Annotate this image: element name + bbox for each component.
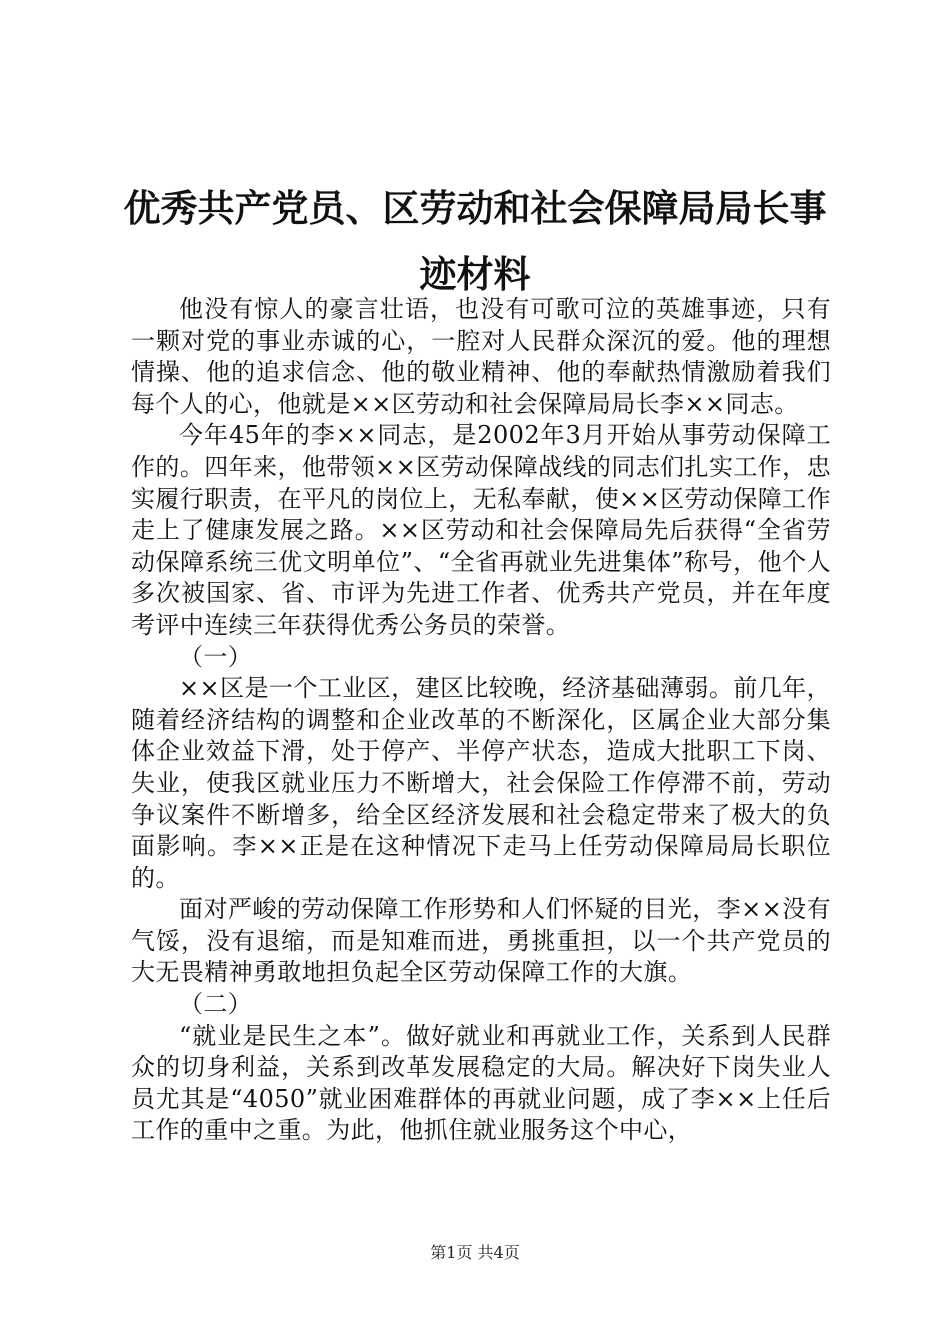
paragraph-district-situation: ××区是一个工业区，建区比较晚，经济基础薄弱。前几年，随着经济结构的调整和企业改革的不断深化，区属企业大部分集体企业效益下滑，处于停产、半停产状态，造成大批职工下岗、失业，使我区就业压力不断增大，社会保险工作停滞不前，劳动争议案件不断增多，给全区经济发展和社会稳定带来了极大的负面影响。李××正是在这种情况下走马上任劳动保障局局长职位的。 <box>131 674 831 892</box>
paragraph-intro: 他没有惊人的豪言壮语，也没有可歌可泣的英雄事迹，只有一颗对党的事业赤诚的心，一腔对人民群众深沉的爱。他的理想情操、他的追求信念、他的敬业精神、他的奉献热情激励着我们每个人的心，他就是××区劳动和社会保障局局长李××同志。 <box>131 295 831 418</box>
section-heading-1: （一） <box>179 642 253 671</box>
paragraph-employment: “就业是民生之本”。做好就业和再就业工作，关系到人民群众的切身利益，关系到改革发展稳定的大局。解决好下岗失业人员尤其是“4050”就业困难群体的再就业问题，成了李××上任后工作的重中之重。为此，他抓住就业服务这个中心， <box>131 1021 831 1145</box>
section-heading-2: （二） <box>179 990 253 1019</box>
document-title: 优秀共产党员、区劳动和社会保障局局长事迹材料 <box>123 187 827 296</box>
document-body <box>131 294 831 1147</box>
page-footer: 第1页 共4页 <box>430 1243 520 1262</box>
paragraph-facing-challenges: 面对严峻的劳动保障工作形势和人们怀疑的目光，李××没有气馁，没有退缩，而是知难而进，勇挑重担，以一个共产党员的大无畏精神勇敢地担负起全区劳动保障工作的大旗。 <box>131 895 831 987</box>
paragraph-background: 今年45年的李××同志，是2002年3月开始从事劳动保障工作的。四年来，他带领××区劳动保障战线的同志们扎实工作，忠实履行职责，在平凡的岗位上，无私奉献，使××区劳动保障工作走上了健康发展之路。××区劳动和社会保障局先后获得“全省劳动保障系统三优文明单位”、“全省再就业先进集体”称号，他个人多次被国家、省、市评为先进工作者、优秀共产党员，并在年度考评中连续三年获得优秀公务员的荣誉。 <box>131 421 831 639</box>
